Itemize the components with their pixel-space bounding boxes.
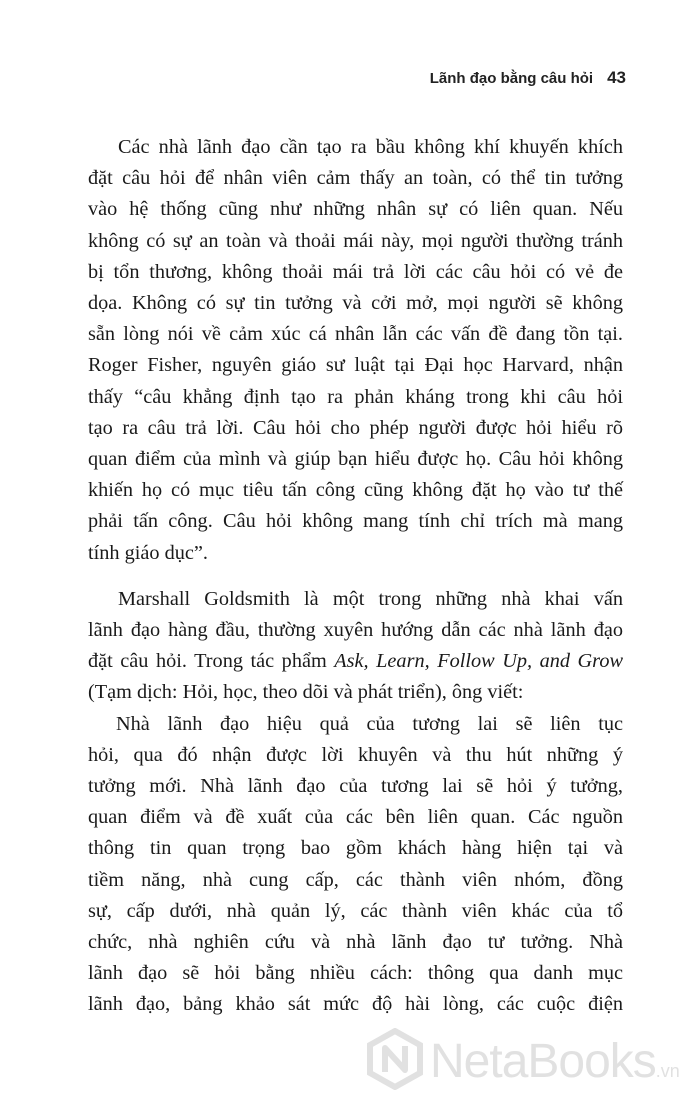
quote-line: thông tin quan trọng bao gồm khách hàng hiện tại và	[88, 837, 623, 860]
body-text	[88, 132, 623, 1021]
page-number: 43	[607, 68, 626, 87]
paragraph-line: dọa. Không có sự tin tưởng và cởi mở, mọi người sẽ không	[88, 292, 623, 315]
paragraph-line: phải tấn công. Câu hỏi không mang tính chỉ trích mà mang	[88, 510, 623, 533]
paragraph-1	[88, 132, 623, 569]
paragraph-line: không có sự an toàn và thoải mái này, mọi người thường tránh	[88, 229, 623, 252]
quote-line: lãnh đạo, bảng khảo sát mức độ hài lòng, các cuộc điện	[88, 993, 623, 1016]
paragraph-line: Các nhà lãnh đạo cần tạo ra bầu không khí khuyến khích	[118, 136, 623, 158]
netabooks-watermark	[366, 1028, 680, 1095]
quote-line: chức, nhà nghiên cứu và nhà lãnh đạo tư tưởng. Nhà	[88, 931, 623, 954]
paragraph-line: tạo ra câu trả lời. Câu hỏi cho phép người được hỏi hiểu rõ	[88, 416, 623, 439]
quote-line: Nhà lãnh đạo hiệu quả của tương lai sẽ liên tục	[116, 712, 623, 735]
paragraph-2	[88, 584, 623, 709]
netabooks-logo-icon	[366, 1028, 424, 1095]
quote-line: quan điểm và đề xuất của các bên liên quan. Các nguồn	[88, 806, 623, 829]
watermark-brand: NetaBooks	[430, 1035, 656, 1088]
paragraph-line: lãnh đạo hàng đầu, thường xuyên hướng dẫn các nhà lãnh đạo	[88, 619, 623, 642]
running-title: Lãnh đạo bằng câu hỏi	[429, 70, 594, 87]
paragraph-line: khiến họ có mục tiêu tấn công cũng không đặt họ vào tư thế	[88, 479, 623, 502]
book-title: Ask, Learn, Follow Up, and Grow	[334, 650, 623, 673]
watermark-text	[430, 1034, 680, 1089]
quote-line: tiềm năng, nhà cung cấp, các thành viên nhóm, đồng	[88, 868, 623, 891]
running-head	[430, 68, 626, 88]
paragraph-line: Marshall Goldsmith là một trong những nhà khai vấn	[118, 587, 623, 610]
paragraph-text: đặt câu hỏi. Trong tác phẩm	[88, 650, 335, 673]
paragraph-line	[88, 646, 623, 677]
watermark-suffix: .vn	[655, 1061, 680, 1081]
paragraph-line: vào hệ thống cũng như những nhân sự có liên quan. Nếu	[88, 198, 623, 221]
block-quote	[88, 709, 623, 1021]
paragraph-line: thấy “câu khẳng định tạo ra phản kháng trong khi câu hỏi	[88, 385, 623, 408]
paragraph-line: quan điểm của mình và giúp bạn hiểu được họ. Câu hỏi không	[88, 448, 623, 471]
quote-line: hỏi, qua đó nhận được lời khuyên và thu hút những ý	[88, 743, 623, 766]
quote-line: tưởng mới. Nhà lãnh đạo của tương lai sẽ hỏi ý tưởng,	[88, 775, 623, 798]
paragraph-line: sẵn lòng nói về cảm xúc cá nhân lẫn các vấn đề đang tồn tại.	[88, 323, 623, 346]
quote-line: sự, cấp dưới, nhà quản lý, các thành viên khác của tổ	[88, 899, 623, 922]
quote-line: lãnh đạo sẽ hỏi bằng nhiều cách: thông qua danh mục	[88, 962, 623, 985]
paragraph-line: tính giáo dục”.	[88, 541, 208, 564]
paragraph-line: (Tạm dịch: Hỏi, học, theo dõi và phát triển), ông viết:	[88, 681, 524, 704]
paragraph-line: Roger Fisher, nguyên giáo sư luật tại Đại học Harvard, nhận	[88, 354, 623, 377]
paragraph-line: bị tổn thương, không thoải mái trả lời các câu hỏi có vẻ đe	[88, 260, 623, 283]
paragraph-line: đặt câu hỏi để nhân viên cảm thấy an toàn, có thể tin tưởng	[88, 167, 623, 190]
